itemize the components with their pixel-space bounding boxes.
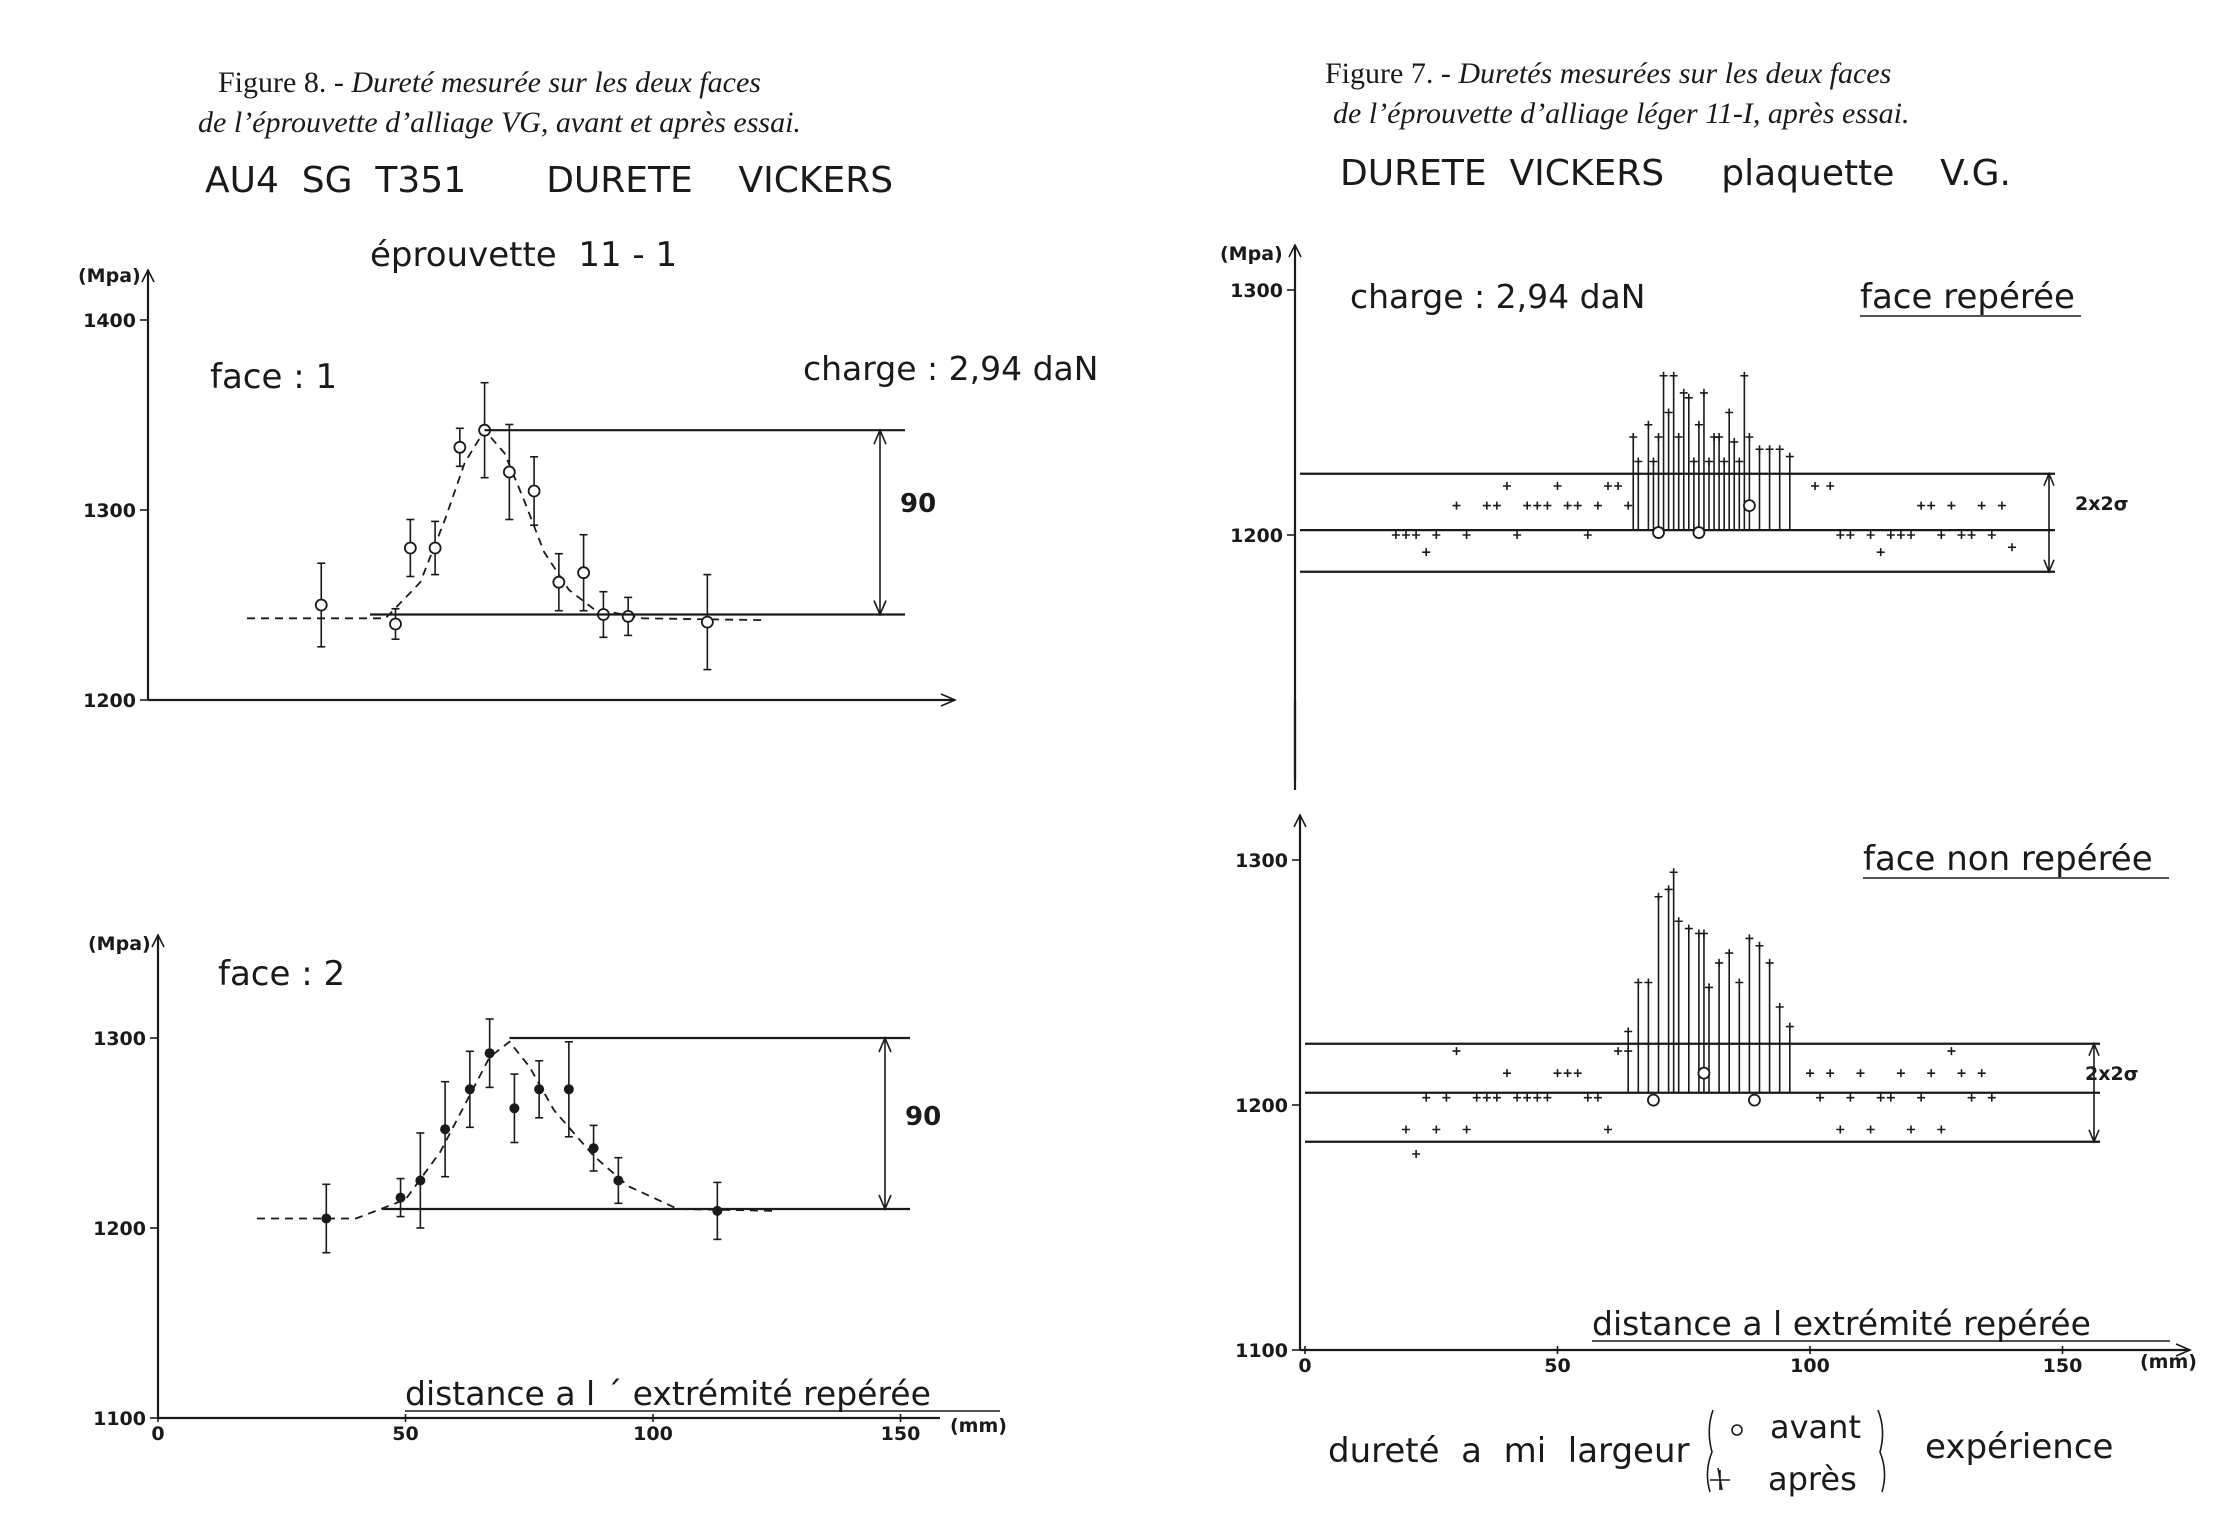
y-tick-label: 1400 bbox=[83, 310, 136, 332]
data-point bbox=[316, 600, 327, 611]
x-tick-label: 50 bbox=[392, 1423, 419, 1445]
y-tick-label: 1300 bbox=[1235, 850, 1288, 872]
spike-marker bbox=[1685, 394, 1693, 402]
after-point bbox=[1836, 1126, 1844, 1134]
x-axis-label: distance a l extrémité repérée bbox=[1592, 1304, 2091, 1343]
legend-suffix: expérience bbox=[1925, 1427, 2114, 1467]
after-point bbox=[1543, 1094, 1551, 1102]
spike-marker bbox=[1740, 372, 1748, 380]
after-point bbox=[1412, 1150, 1420, 1158]
after-point bbox=[1624, 502, 1632, 510]
after-point bbox=[1483, 1094, 1491, 1102]
after-point bbox=[1594, 502, 1602, 510]
after-point bbox=[1543, 502, 1551, 510]
after-point bbox=[1887, 531, 1895, 539]
after-point bbox=[1432, 1126, 1440, 1134]
data-point bbox=[321, 1214, 331, 1224]
spike-marker bbox=[1766, 959, 1774, 967]
data-point bbox=[504, 467, 515, 478]
fig8-caption-line2: de l’éprouvette d’alliage VG, avant et après essai. bbox=[198, 106, 801, 139]
after-point bbox=[1998, 502, 2006, 510]
after-point bbox=[1574, 1069, 1582, 1077]
spike-marker bbox=[1670, 868, 1678, 876]
after-point bbox=[1483, 502, 1491, 510]
band-label: 2x2σ bbox=[2075, 493, 2129, 515]
x-tick-label: 100 bbox=[1790, 1355, 1830, 1377]
after-point bbox=[1811, 482, 1819, 490]
after-point bbox=[1968, 531, 1976, 539]
data-point bbox=[465, 1084, 475, 1094]
after-point bbox=[1857, 1069, 1865, 1077]
fig7-caption-line1: Figure 7. - Duretés mesurées sur les deux faces bbox=[1325, 57, 1892, 90]
y-tick-label: 1100 bbox=[93, 1408, 146, 1430]
y-tick-label: 1300 bbox=[1230, 280, 1283, 302]
x-unit-label: (mm) bbox=[950, 1415, 1007, 1437]
after-point bbox=[1564, 502, 1572, 510]
data-point bbox=[405, 543, 416, 554]
after-point bbox=[1392, 531, 1400, 539]
spike-marker bbox=[1730, 438, 1738, 446]
data-point bbox=[702, 617, 713, 628]
after-point bbox=[1958, 531, 1966, 539]
data-point bbox=[553, 577, 564, 588]
bracket-label: 90 bbox=[905, 1102, 942, 1132]
after-point bbox=[1584, 531, 1592, 539]
after-point bbox=[1503, 482, 1511, 490]
after-point bbox=[1554, 1069, 1562, 1077]
x-tick-label: 0 bbox=[1298, 1355, 1312, 1377]
data-point bbox=[534, 1084, 544, 1094]
spike-marker bbox=[1725, 409, 1733, 417]
after-point bbox=[1978, 502, 1986, 510]
spike-marker bbox=[1735, 458, 1743, 466]
after-point bbox=[1402, 1126, 1410, 1134]
chart-title: face : 1 bbox=[210, 357, 338, 397]
spike-marker bbox=[1700, 930, 1708, 938]
fig7-title: DURETE VICKERS plaquette V.G. bbox=[1340, 153, 2011, 194]
data-point bbox=[390, 619, 401, 630]
data-point bbox=[396, 1193, 406, 1203]
data-point bbox=[578, 567, 589, 578]
before-point bbox=[1698, 1068, 1709, 1079]
after-point bbox=[1402, 531, 1410, 539]
spike-marker bbox=[1776, 1003, 1784, 1011]
spike-marker bbox=[1745, 433, 1753, 441]
before-point bbox=[1653, 527, 1664, 538]
spike-marker bbox=[1634, 979, 1642, 987]
legend-open-circle-marker bbox=[1732, 1425, 1742, 1435]
x-tick-label: 150 bbox=[880, 1423, 921, 1445]
charge-annotation: charge : 2,94 daN bbox=[1350, 277, 1646, 316]
after-point bbox=[1947, 1047, 1955, 1055]
legend-right-brace bbox=[1878, 1410, 1885, 1492]
after-point bbox=[1867, 1126, 1875, 1134]
after-point bbox=[1927, 502, 1935, 510]
spike-marker bbox=[1655, 893, 1663, 901]
chart-title: face non repérée bbox=[1863, 839, 2153, 879]
before-point bbox=[1749, 1095, 1760, 1106]
after-point bbox=[1947, 502, 1955, 510]
x-axis-label: distance a l ´ extrémité repérée bbox=[405, 1374, 931, 1413]
spike-marker bbox=[1735, 979, 1743, 987]
after-point bbox=[1432, 531, 1440, 539]
spike-marker bbox=[1665, 885, 1673, 893]
before-point bbox=[1648, 1095, 1659, 1106]
y-tick-label: 1200 bbox=[1235, 1095, 1288, 1117]
before-point bbox=[1693, 527, 1704, 538]
after-point bbox=[1493, 1094, 1501, 1102]
spike-marker bbox=[1715, 433, 1723, 441]
y-axis-label: (Mpa) bbox=[88, 933, 151, 955]
spike-marker bbox=[1660, 372, 1668, 380]
spike-marker bbox=[1705, 983, 1713, 991]
after-point bbox=[1826, 482, 1834, 490]
after-point bbox=[1412, 531, 1420, 539]
after-point bbox=[1887, 1094, 1895, 1102]
spike-marker bbox=[1756, 445, 1764, 453]
after-point bbox=[1907, 1126, 1915, 1134]
y-axis-label: (Mpa) bbox=[78, 265, 141, 287]
after-point bbox=[1907, 531, 1915, 539]
data-point bbox=[589, 1143, 599, 1153]
after-point bbox=[1453, 1047, 1461, 1055]
data-point bbox=[712, 1206, 722, 1216]
data-point bbox=[415, 1176, 425, 1186]
data-point bbox=[623, 611, 634, 622]
data-point bbox=[529, 486, 540, 497]
data-point bbox=[454, 442, 465, 453]
y-tick-label: 1200 bbox=[93, 1218, 146, 1240]
after-point bbox=[1867, 531, 1875, 539]
after-point bbox=[1978, 1069, 1986, 1077]
after-point bbox=[1533, 502, 1541, 510]
after-point bbox=[2008, 543, 2016, 551]
spike-marker bbox=[1675, 917, 1683, 925]
after-point bbox=[1816, 1094, 1824, 1102]
y-tick-label: 1300 bbox=[83, 500, 136, 522]
spike-marker bbox=[1725, 949, 1733, 957]
after-point bbox=[1493, 502, 1501, 510]
x-tick-label: 50 bbox=[1544, 1355, 1571, 1377]
legend-before: avant bbox=[1770, 1408, 1861, 1446]
spike-marker bbox=[1680, 389, 1688, 397]
data-point bbox=[430, 543, 441, 554]
chart-fig7-top bbox=[1220, 243, 2129, 790]
spike-marker bbox=[1634, 458, 1642, 466]
after-point bbox=[1453, 502, 1461, 510]
legend bbox=[1328, 1408, 2113, 1498]
after-point bbox=[1917, 502, 1925, 510]
legend-cross-marker bbox=[1710, 1468, 1730, 1490]
spike-marker bbox=[1644, 421, 1652, 429]
after-point bbox=[1958, 1069, 1966, 1077]
after-point bbox=[1806, 1069, 1814, 1077]
spike-marker bbox=[1715, 959, 1723, 967]
x-tick-label: 150 bbox=[2042, 1355, 2083, 1377]
fig7-caption-line2: de l’éprouvette d’alliage léger 11-I, après essai. bbox=[1333, 97, 1910, 130]
fig8-title: AU4 SG T351 DURETE VICKERS bbox=[205, 160, 894, 201]
after-point bbox=[1604, 1126, 1612, 1134]
spike-marker bbox=[1629, 433, 1637, 441]
x-unit-label: (mm) bbox=[2140, 1351, 2197, 1373]
after-point bbox=[1574, 502, 1582, 510]
after-point bbox=[1503, 1069, 1511, 1077]
data-point bbox=[509, 1103, 519, 1113]
spike-marker bbox=[1786, 1023, 1794, 1031]
fig8-subtitle: éprouvette 11 - 1 bbox=[370, 235, 678, 275]
charge-annotation: charge : 2,94 daN bbox=[803, 349, 1099, 388]
spike-marker bbox=[1690, 458, 1698, 466]
after-point bbox=[1614, 482, 1622, 490]
after-point bbox=[1988, 1094, 1996, 1102]
data-point bbox=[564, 1084, 574, 1094]
data-point bbox=[613, 1176, 623, 1186]
after-point bbox=[1554, 482, 1562, 490]
legend-after: après bbox=[1768, 1460, 1857, 1498]
after-point bbox=[1937, 1126, 1945, 1134]
spike-marker bbox=[1649, 458, 1657, 466]
after-point bbox=[1442, 1094, 1450, 1102]
spike-marker bbox=[1705, 458, 1713, 466]
band-label: 2x2σ bbox=[2085, 1063, 2139, 1085]
after-point bbox=[1897, 531, 1905, 539]
spike-marker bbox=[1644, 979, 1652, 987]
spike-marker bbox=[1720, 458, 1728, 466]
spike-marker bbox=[1756, 942, 1764, 950]
y-tick-label: 1100 bbox=[1235, 1340, 1288, 1362]
fit-curve bbox=[257, 1042, 777, 1219]
spike-marker bbox=[1675, 433, 1683, 441]
spike-marker bbox=[1685, 925, 1693, 933]
spike-marker bbox=[1745, 934, 1753, 942]
spike-marker bbox=[1776, 445, 1784, 453]
after-point bbox=[1422, 548, 1430, 556]
after-point bbox=[1422, 1094, 1430, 1102]
chart-fig8-face2 bbox=[88, 933, 1007, 1445]
after-point bbox=[1917, 1094, 1925, 1102]
after-point bbox=[1877, 548, 1885, 556]
after-point bbox=[1846, 531, 1854, 539]
spike-marker bbox=[1695, 421, 1703, 429]
spike-marker bbox=[1786, 453, 1794, 461]
after-point bbox=[1826, 1069, 1834, 1077]
after-point bbox=[1836, 531, 1844, 539]
after-point bbox=[1624, 1047, 1632, 1055]
chart-title: face repérée bbox=[1860, 277, 2075, 317]
spike-marker bbox=[1624, 1028, 1632, 1036]
data-point bbox=[485, 1048, 495, 1058]
before-point bbox=[1744, 500, 1755, 511]
x-tick-label: 0 bbox=[151, 1423, 165, 1445]
after-point bbox=[1877, 1094, 1885, 1102]
after-point bbox=[1897, 1069, 1905, 1077]
after-point bbox=[1463, 1126, 1471, 1134]
chart-title: face : 2 bbox=[218, 954, 346, 994]
spike-marker bbox=[1700, 389, 1708, 397]
after-point bbox=[1988, 531, 1996, 539]
y-axis-label: (Mpa) bbox=[1220, 243, 1283, 265]
after-point bbox=[1614, 1047, 1622, 1055]
after-point bbox=[1533, 1094, 1541, 1102]
spike-marker bbox=[1665, 409, 1673, 417]
after-point bbox=[1473, 1094, 1481, 1102]
spike-marker bbox=[1670, 372, 1678, 380]
bracket-label: 90 bbox=[900, 489, 937, 519]
fig8-caption-line1: Figure 8. - Dureté mesurée sur les deux faces bbox=[218, 66, 761, 99]
after-point bbox=[1968, 1094, 1976, 1102]
data-point bbox=[440, 1124, 450, 1134]
after-point bbox=[1604, 482, 1612, 490]
after-point bbox=[1513, 1094, 1521, 1102]
y-tick-label: 1200 bbox=[83, 690, 136, 712]
after-point bbox=[1463, 531, 1471, 539]
after-point bbox=[1523, 1094, 1531, 1102]
y-tick-label: 1300 bbox=[93, 1028, 146, 1050]
spike-marker bbox=[1655, 433, 1663, 441]
x-tick-label: 100 bbox=[633, 1423, 673, 1445]
after-point bbox=[1927, 1069, 1935, 1077]
fit-curve bbox=[247, 430, 767, 620]
after-point bbox=[1584, 1094, 1592, 1102]
after-point bbox=[1523, 502, 1531, 510]
after-point bbox=[1937, 531, 1945, 539]
after-point bbox=[1513, 531, 1521, 539]
after-point bbox=[1594, 1094, 1602, 1102]
y-tick-label: 1200 bbox=[1230, 525, 1283, 547]
after-point bbox=[1846, 1094, 1854, 1102]
legend-prefix: dureté a mi largeur bbox=[1328, 1431, 1690, 1471]
after-point bbox=[1564, 1069, 1572, 1077]
chart-fig8-face1 bbox=[78, 265, 1098, 712]
chart-fig7-bottom bbox=[1235, 815, 2197, 1377]
spike-marker bbox=[1766, 445, 1774, 453]
